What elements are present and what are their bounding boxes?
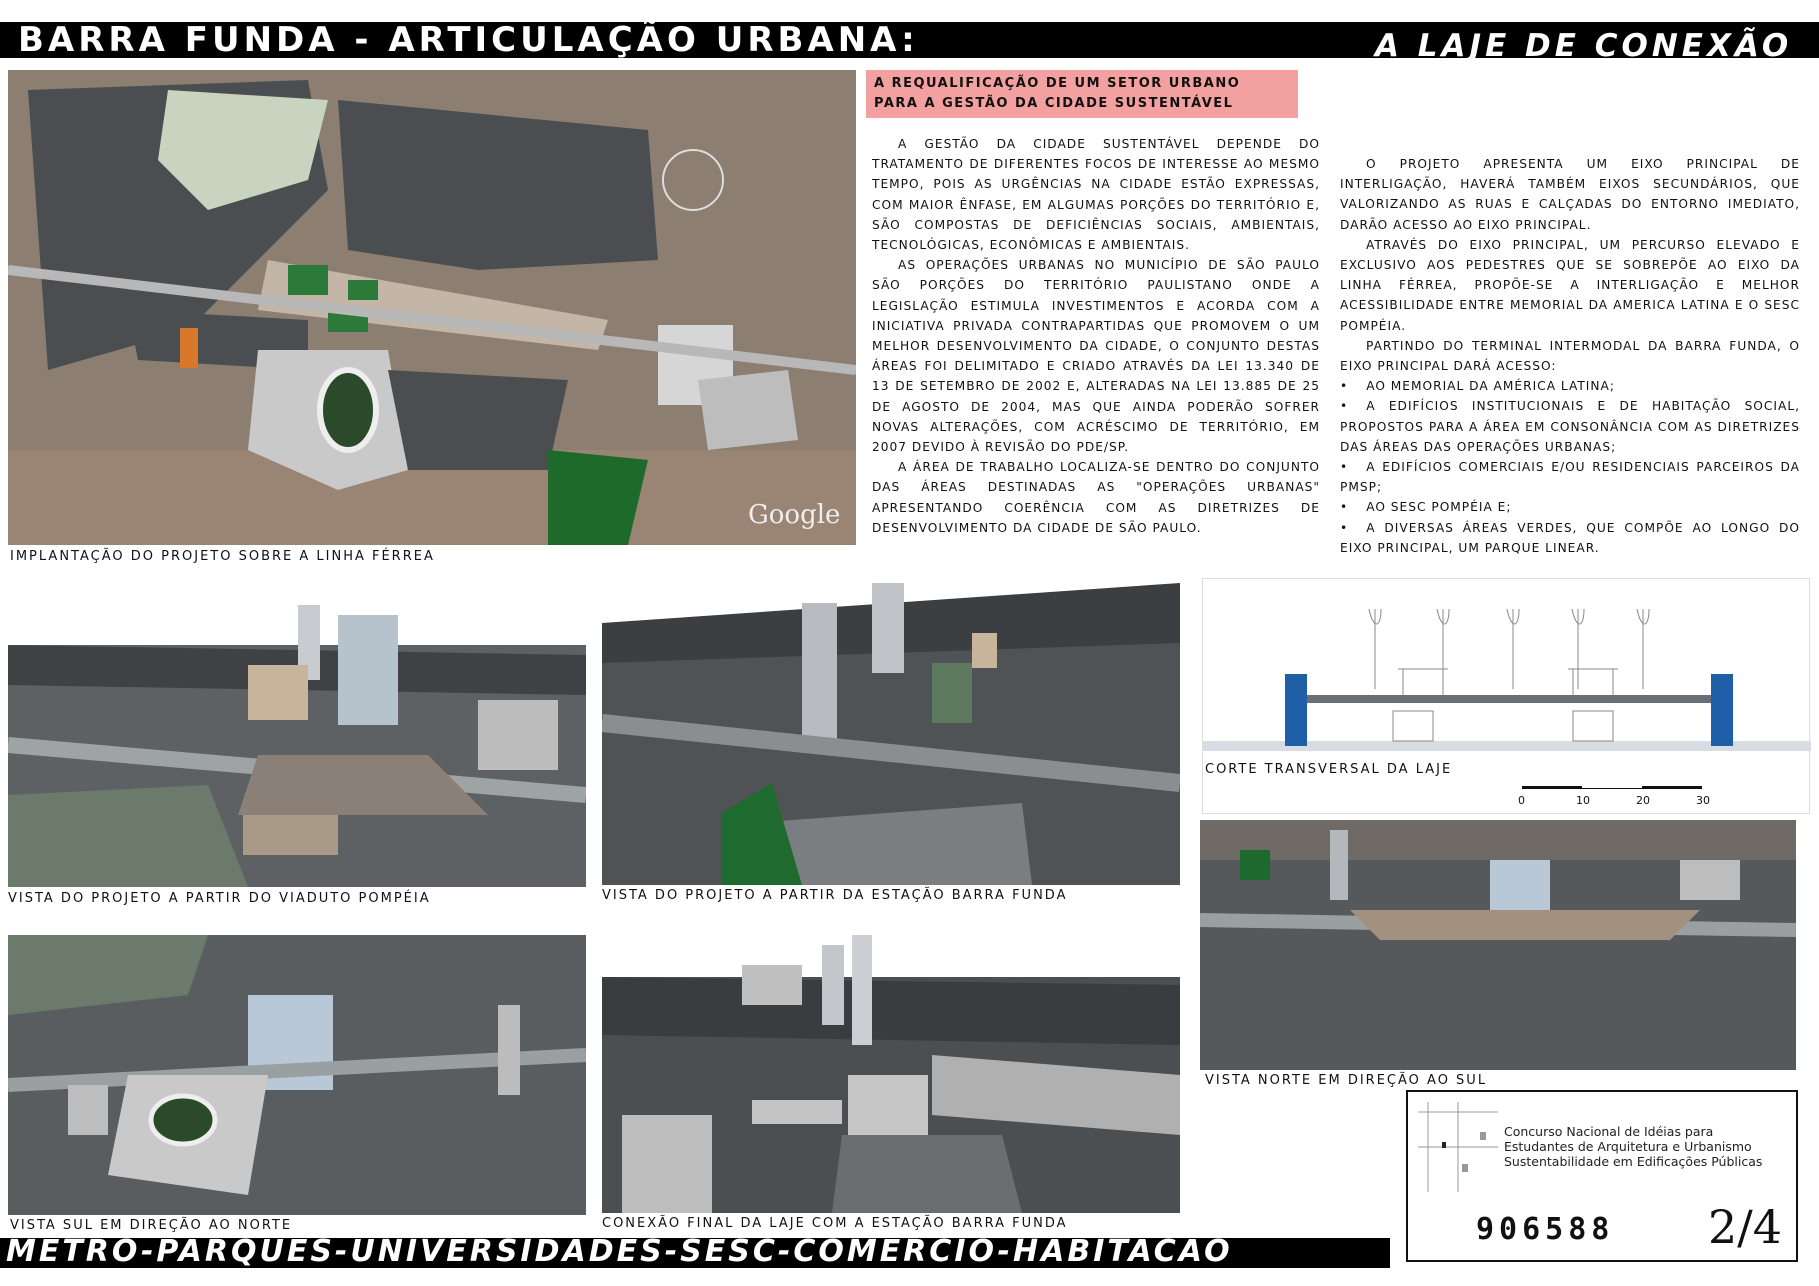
paragraph-2: AS OPERAÇÕES URBANAS NO MUNICÍPIO DE SÃO PAULO SÃO PORÇÕES DO TERRITÓRIO PAULISTANO ONDE A LEGISLAÇÃO ESTIMULA INVESTIMENTOS E ACORDA COM A INICIATIVA PRIVADA CONTRAPARTIDAS QUE PROMOVEM O UM MELHOR DESENVOLVIMENTO DA CIDADE, O CONJUNTO DESTAS ÁREAS FOI DELIMITADO E CRIADO ATRAVÉS DA LEI 13.340 DE 13 DE SETEMBRO DE 2002 E, ALTERADAS NA LEI 13.885 DE 25 DE AGOSTO DE 2004, MAS QUE AINDA PODERÃO SOFRER NOVAS ALTERAÇÕES, COM ACRÉSCIMO DE TERRITÓRIO, EM 2007 DEVIDO À REVISÃO DO PDE/SP.	[872, 258, 1320, 455]
list-item: • AO SESC POMPÉIA E;	[1340, 497, 1800, 517]
footer-tagline: METRO-PARQUES-UNIVERSIDADES-SESC-COMERCIO-HABITACAO	[6, 1234, 1233, 1269]
caption-conexao-final: CONEXÃO FINAL DA LAJE COM A ESTAÇÃO BARRA FUNDA	[602, 1216, 1068, 1231]
list-item: • A EDIFÍCIOS INSTITUCIONAIS E DE HABITAÇÃO SOCIAL, PROPOSTOS PARA A ÁREA EM CONSONÂNCIA COM AS DIRETRIZES DAS ÁREAS DAS OPERAÇÕES URBANAS;	[1340, 396, 1800, 457]
caption-norte: VISTA NORTE EM DIREÇÃO AO SUL	[1205, 1073, 1488, 1088]
list-item: • A DIVERSAS ÁREAS VERDES, QUE COMPÕE AO LONGO DO EIXO PRINCIPAL, UM PARQUE LINEAR.	[1340, 518, 1800, 558]
intro-column-2	[1340, 154, 1800, 558]
scale-label: 10	[1576, 794, 1590, 807]
caption-site-plan: IMPLANTAÇÃO DO PROJETO SOBRE A LINHA FÉRREA	[10, 549, 435, 564]
render-vista-norte	[1200, 820, 1796, 1070]
paragraph-4: O PROJETO APRESENTA UM EIXO PRINCIPAL DE INTERLIGAÇÃO, HAVERÁ TAMBÉM EIXOS SECUNDÁRIOS, QUE VALORIZANDO AS RUAS E CALÇADAS DO ENTORNO IMEDIATO, DARÃO ACESSO AO EIXO PRINCIPAL.	[1340, 157, 1800, 232]
list-item: • AO MEMORIAL DA AMÉRICA LATINA;	[1340, 376, 1800, 396]
scale-label: 30	[1696, 794, 1710, 807]
contest-line: Concurso Nacional de Idéias para	[1504, 1124, 1714, 1139]
caption-estacao: VISTA DO PROJETO A PARTIR DA ESTAÇÃO BARRA FUNDA	[602, 888, 1068, 903]
caption-section: CORTE TRANSVERSAL DA LAJE	[1205, 762, 1453, 777]
site-plan-image	[8, 70, 856, 545]
section-drawing	[1202, 578, 1810, 814]
intro-column-1	[872, 134, 1320, 538]
google-watermark: Google	[748, 500, 841, 530]
paragraph-6: PARTINDO DO TERMINAL INTERMODAL DA BARRA FUNDA, O EIXO PRINCIPAL DARÁ ACESSO:	[1340, 338, 1800, 374]
contest-text	[1504, 1124, 1762, 1169]
paragraph-3: A ÁREA DE TRABALHO LOCALIZA-SE DENTRO DO CONJUNTO DAS ÁREAS DESTINADAS AS "OPERAÇÕES URBANAS" APRESENTANDO COERÊNCIA COM AS DIRETRIZES DE DESENVOLVIMENTO DA CIDADE DE SÃO PAULO.	[872, 460, 1320, 535]
list-item: • A EDIFÍCIOS COMERCIAIS E/OU RESIDENCIAIS PARCEIROS DA PMSP;	[1340, 457, 1800, 497]
scale-bar	[1518, 780, 1712, 810]
render-vista-sul	[8, 935, 586, 1215]
contest-logo	[1418, 1102, 1498, 1192]
section-heading: A REQUALIFICAÇÃO DE UM SETOR URBANO PARA A GESTÃO DA CIDADE SUSTENTÁVEL	[866, 70, 1298, 118]
access-list	[1340, 376, 1800, 558]
page-subtitle: A LAJE DE CONEXÃO	[1375, 28, 1793, 64]
scale-label: 0	[1518, 794, 1525, 807]
render-estacao-barra-funda	[602, 583, 1180, 885]
page-title: BARRA FUNDA - ARTICULAÇÃO URBANA:	[18, 20, 919, 60]
paragraph-1: A GESTÃO DA CIDADE SUSTENTÁVEL DEPENDE DO TRATAMENTO DE DIFERENTES FOCOS DE INTERESSE AO MESMO TEMPO, POIS AS URGÊNCIAS NA CIDADE ESTÃO EXPRESSAS, COM MAIOR ÊNFASE, EM ALGUMAS PORÇÕES DO TERRITÓRIO E, SÃO COMPOSTAS DE DEFICIÊNCIAS SOCIAIS, AMBIENTAIS, TECNOLÓGICAS, ECONÔMICAS E AMBIENTAIS.	[872, 137, 1320, 253]
render-conexao-final	[602, 935, 1180, 1213]
page-number: 2/4	[1708, 1200, 1783, 1254]
contest-line: Estudantes de Arquitetura e Urbanismo	[1504, 1139, 1752, 1154]
caption-viaduto-pompeia: VISTA DO PROJETO A PARTIR DO VIADUTO POMPÉIA	[8, 891, 431, 906]
entry-code: 906588	[1476, 1212, 1615, 1247]
render-viaduto-pompeia	[8, 605, 586, 887]
scale-label: 20	[1636, 794, 1650, 807]
contest-line: Sustentabilidade em Edificações Públicas	[1504, 1154, 1763, 1169]
paragraph-5: ATRAVÉS DO EIXO PRINCIPAL, UM PERCURSO ELEVADO E EXCLUSIVO AOS PEDESTRES QUE SE SOBREPÕE AO EIXO DA LINHA FÉRREA, PROPÕE-SE A INTERLIGAÇÃO E MELHOR ACESSIBILIDADE ENTRE MEMORIAL DA AMERICA LATINA E O SESC POMPÉIA.	[1340, 237, 1800, 333]
caption-sul: VISTA SUL EM DIREÇÃO AO NORTE	[10, 1218, 293, 1233]
